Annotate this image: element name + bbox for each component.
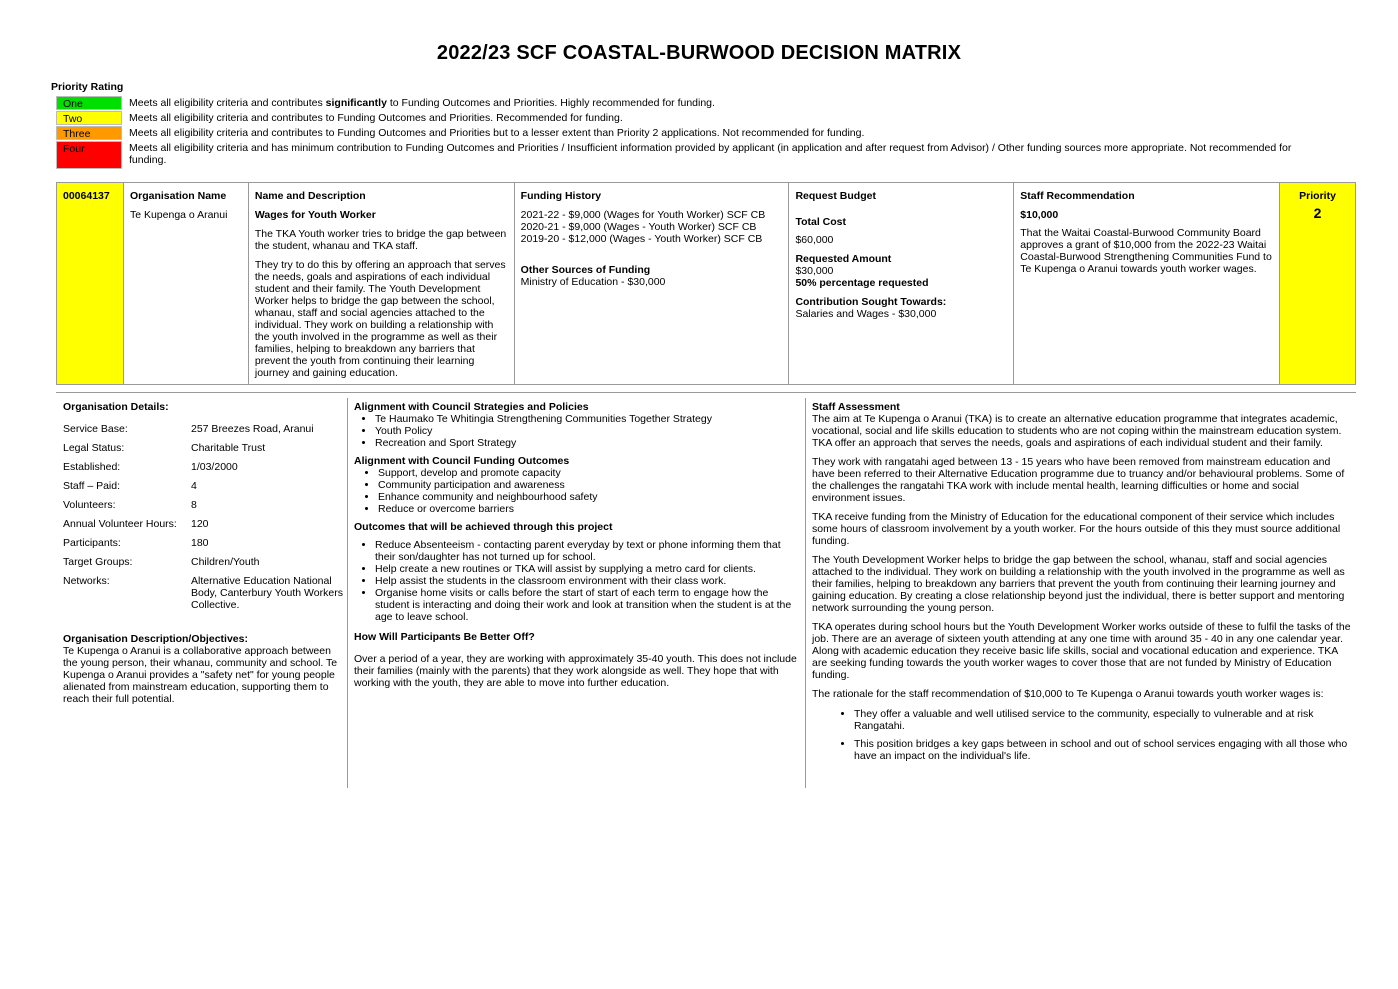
organisation-name-cell bbox=[124, 183, 249, 384]
list-item: • Community participation and awareness bbox=[378, 479, 800, 491]
priority-one-text: Meets all eligibility criteria and contributes significantly to Funding Outcomes and Priorities. Highly recommended for funding. bbox=[129, 97, 715, 109]
detail-row: Volunteers: 8 bbox=[63, 499, 197, 511]
project-outcomes-list bbox=[354, 539, 800, 623]
priority-cell bbox=[1280, 183, 1355, 384]
total-cost-label: Total Cost bbox=[795, 216, 846, 228]
funding-history-heading: Funding History bbox=[520, 190, 602, 202]
assessment-paragraph: The rationale for the staff recommendation of $10,000 to Te Kupenga o Aranui towards youth worker wages is: bbox=[812, 688, 1324, 700]
priority-row-four bbox=[56, 141, 1311, 169]
outcomes-heading: Alignment with Council Funding Outcomes bbox=[354, 455, 570, 467]
project-description-p1: The TKA Youth worker tries to bridge the gap between the student, whanau and TKA staff. bbox=[254, 228, 507, 252]
list-item: • Recreation and Sport Strategy bbox=[375, 437, 800, 449]
better-off-text: Over a period of a year, they are working with approximately 35-40 youth. This does not include their families (mainly with the parents) that they work alongside as well. They hope that with working with the youth, they are able to move into further education. bbox=[354, 653, 797, 689]
list-item: • Te Haumako Te Whitingia Strengthening Communities Together Strategy bbox=[375, 413, 800, 425]
section-divider bbox=[56, 392, 1356, 393]
priority-three-swatch: Three bbox=[56, 126, 122, 140]
alignment-section bbox=[354, 401, 800, 689]
priority-two-text: Meets all eligibility criteria and contributes to Funding Outcomes and Priorities. Recommended for funding. bbox=[129, 112, 623, 124]
list-item: • Youth Policy bbox=[375, 425, 800, 437]
organisation-details bbox=[63, 401, 343, 705]
page-title: 2022/23 SCF COASTAL-BURWOOD DECISION MATRIX bbox=[436, 42, 962, 64]
staff-assessment bbox=[812, 401, 1352, 768]
outcomes-list bbox=[354, 467, 800, 515]
column-divider bbox=[805, 398, 806, 788]
list-item: • Organise home visits or calls before the start of start of each term to engage how the student is interacting and doing their work and look at transition when the student is at the age to leave school. bbox=[375, 587, 800, 623]
priority-row-one bbox=[56, 96, 1311, 111]
list-item: • Support, develop and promote capacity bbox=[378, 467, 800, 479]
priority-four-text: Meets all eligibility criteria and has minimum contribution to Funding Outcomes and Priorities / Insufficient information provided by applicant (in application and after request from Advisor) / Other funding sources more appropriate. Not recommended for funding. bbox=[129, 142, 1292, 166]
project-outcomes-heading: Outcomes that will be achieved through this project bbox=[354, 521, 613, 533]
priority-value: 2 bbox=[1313, 205, 1322, 221]
priority-row-three bbox=[56, 126, 1311, 141]
funding-history-line: 2021-22 - $9,000 (Wages for Youth Worker) SCF CB bbox=[520, 209, 766, 221]
contribution-label: Contribution Sought Towards: bbox=[795, 296, 947, 308]
name-description-heading: Name and Description bbox=[254, 190, 366, 202]
priority-one-swatch: One bbox=[56, 96, 122, 110]
detail-row: Participants: 180 bbox=[63, 537, 209, 549]
assessment-paragraph: TKA receive funding from the Ministry of Education for the educational component of their service which includes some hours of classroom involvement by a youth worker. For the hours outside of this they must source additional funding. bbox=[812, 511, 1341, 547]
funding-history-cell bbox=[515, 183, 790, 384]
strategies-list bbox=[354, 413, 800, 449]
list-item: • They offer a valuable and well utilised service to the community, especially to vulnerable and at risk Rangatahi. bbox=[854, 708, 1352, 732]
organisation-name: Te Kupenga o Aranui bbox=[129, 209, 228, 221]
detail-row: Annual Volunteer Hours: 120 bbox=[63, 518, 209, 530]
organisation-details-heading: Organisation Details: bbox=[63, 401, 169, 413]
priority-heading: Priority bbox=[1299, 190, 1336, 202]
rationale-list bbox=[812, 708, 1352, 762]
project-description-p2: They try to do this by offering an approach that serves the needs, goals and aspirations of each individual student and their family. The Youth Development Worker helps to bridge the gap between the school, whanau, staff and social agencies attached to the individual. They work on building a relationship with the youth involved in the programme as well as their families, helping to breakdown any barriers that prevent the youth from continuing their learning journey and gaining education. bbox=[254, 259, 506, 379]
funding-history-line: 2020-21 - $9,000 (Wages - Youth Worker) SCF CB bbox=[520, 221, 757, 233]
detail-row: Service Base: 257 Breezes Road, Aranui bbox=[63, 423, 314, 435]
recommendation-text: That the Waitai Coastal-Burwood Community Board approves a grant of $10,000 from the 2022-23 Waitai Coastal-Burwood Strengthening Communities Fund to Te Kupenga o Aranui towards youth worker wages. bbox=[1020, 227, 1272, 275]
assessment-paragraph: The Youth Development Worker helps to bridge the gap between the school, whanau, staff and social agencies attached to the individual. They work on building a relationship with the youth involved in the programme as well as their families, helping to breakdown any barriers that prevent the youth from continuing their learning journey and gaining education. By creating a close relationship beyond just the individual, there is better support and mentoring network surrounding the young person. bbox=[812, 554, 1345, 614]
organisation-name-heading: Organisation Name bbox=[129, 190, 227, 202]
detail-row: Networks: Alternative Education National Body, Canterbury Youth Workers Collective. bbox=[63, 575, 343, 611]
staff-recommendation-cell bbox=[1014, 183, 1280, 384]
assessment-paragraph: The aim at Te Kupenga o Aranui (TKA) is to create an alternative education programme that integrates academic, vocational, social and life skills education to students who are not coping within the mainstream education system. TKA offer an approach that serves the needs, goals and aspirations of each individual student and their family. bbox=[812, 413, 1342, 449]
requested-amount-value: $30,000 bbox=[795, 265, 834, 277]
list-item: • Enhance community and neighbourhood safety bbox=[378, 491, 800, 503]
project-title: Wages for Youth Worker bbox=[254, 209, 376, 221]
priority-four-swatch: Four bbox=[56, 141, 122, 169]
total-cost-value: $60,000 bbox=[795, 234, 834, 246]
name-description-cell bbox=[249, 183, 515, 384]
list-item: • Reduce Absenteeism - contacting parent everyday by text or phone informing them that their son/daughter has not turned up for school. bbox=[375, 539, 800, 563]
list-item: • Help assist the students in the classroom environment with their class work. bbox=[375, 575, 800, 587]
objectives-heading: Organisation Description/Objectives: bbox=[63, 633, 248, 645]
assessment-paragraph: TKA operates during school hours but the Youth Development Worker works outside of these to fulfil the tasks of the job. There are an average of sixteen youth attending at any one time with around 35 - 40 in any one calendar year. Along with academic education they receive basic life skills, social and vocational education and experience. TKA are seeking funding towards the youth worker wages to cover those that are not funded by Ministry of Education funding. bbox=[812, 621, 1351, 681]
application-summary-table bbox=[56, 182, 1356, 385]
staff-assessment-heading: Staff Assessment bbox=[812, 401, 900, 413]
priority-three-text: Meets all eligibility criteria and contributes to Funding Outcomes and Priorities but to a lesser extent than Priority 2 applications. Not recommended for funding. bbox=[129, 127, 865, 139]
detail-row: Target Groups: Children/Youth bbox=[63, 556, 260, 568]
application-id: 00064137 bbox=[57, 183, 124, 384]
list-item: • Help create a new routines or TKA will assist by supplying a metro card for clients. bbox=[375, 563, 800, 575]
detail-row: Staff – Paid: 4 bbox=[63, 480, 197, 492]
requested-amount-label: Requested Amount bbox=[795, 253, 892, 265]
objectives-text: Te Kupenga o Aranui is a collaborative approach between the young person, their whanau, community and school. Te Kupenga o Aranui provides a "safety net" for young people alienated from mainstream education, supporting them to reach their full potential. bbox=[63, 645, 338, 705]
request-budget-cell bbox=[789, 183, 1014, 384]
column-divider bbox=[347, 398, 348, 788]
other-funding-heading: Other Sources of Funding bbox=[520, 264, 651, 276]
list-item: • Reduce or overcome barriers bbox=[378, 503, 800, 515]
priority-rating-heading: Priority Rating bbox=[51, 81, 124, 93]
priority-row-two bbox=[56, 111, 1311, 126]
other-funding-text: Ministry of Education - $30,000 bbox=[520, 276, 666, 288]
detail-row: Established: 1/03/2000 bbox=[63, 461, 238, 473]
contribution-value: Salaries and Wages - $30,000 bbox=[795, 308, 937, 320]
list-item: • This position bridges a key gaps between in school and out of school services engaging with all those who have an impact on the individual's life. bbox=[854, 738, 1352, 762]
request-budget-heading: Request Budget bbox=[795, 190, 876, 202]
percentage-requested: 50% percentage requested bbox=[795, 277, 929, 289]
recommendation-amount: $10,000 bbox=[1020, 209, 1059, 221]
priority-two-swatch: Two bbox=[56, 111, 122, 125]
assessment-paragraph: They work with rangatahi aged between 13 - 15 years who have been removed from mainstream education and have been referred to their Alternative Education programme due to truancy and/or behavioural problems. Some of the challenges the rangatahi TKA work with include mental health, learning difficulties or home and social environment issues. bbox=[812, 456, 1345, 504]
better-off-heading: How Will Participants Be Better Off? bbox=[354, 631, 535, 643]
staff-recommendation-heading: Staff Recommendation bbox=[1020, 190, 1135, 202]
funding-history-line: 2019-20 - $12,000 (Wages - Youth Worker) SCF CB bbox=[520, 233, 763, 245]
priority-rating-legend bbox=[56, 96, 1311, 169]
detail-row: Legal Status: Charitable Trust bbox=[63, 442, 266, 454]
strategies-heading: Alignment with Council Strategies and Policies bbox=[354, 401, 589, 413]
